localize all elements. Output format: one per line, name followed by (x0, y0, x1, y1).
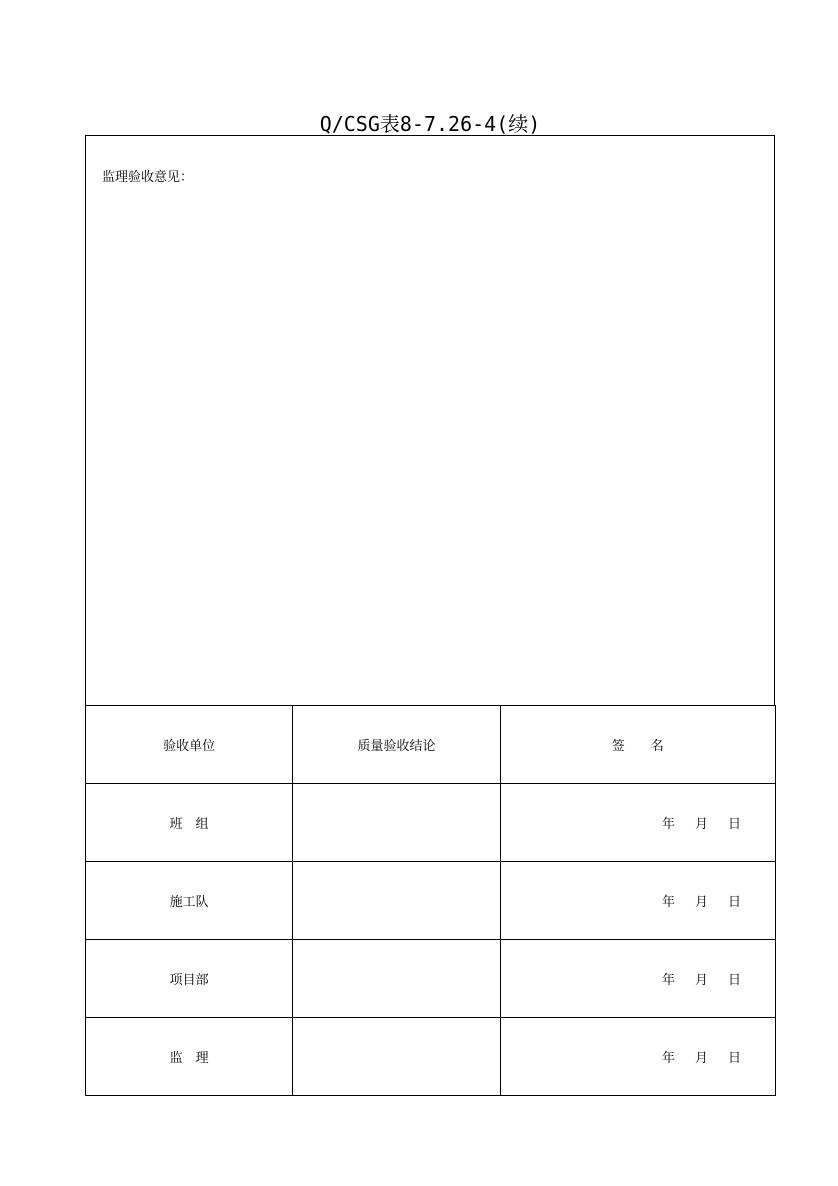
signature-date-cell (500, 1018, 775, 1096)
signature-date-cell (500, 862, 775, 940)
signature-date-cell (500, 784, 775, 862)
conclusion-cell (293, 1018, 500, 1096)
supervision-opinion-box (85, 135, 775, 706)
date-month: 月 (694, 973, 708, 988)
signature-date-cell (500, 940, 775, 1018)
table-row (86, 940, 776, 1018)
date-year: 年 (661, 895, 675, 910)
document-title: Q/CSG表8-7.26-4(续) (319, 112, 541, 136)
unit-cell: 监 理 (86, 1018, 293, 1096)
date-year: 年 (661, 817, 675, 832)
header-conclusion: 质量验收结论 (293, 706, 500, 784)
conclusion-cell (293, 784, 500, 862)
unit-cell: 施工队 (86, 862, 293, 940)
conclusion-cell (293, 940, 500, 1018)
date-year: 年 (661, 1051, 675, 1066)
table-row (86, 862, 776, 940)
conclusion-cell (293, 862, 500, 940)
acceptance-sign-table (85, 705, 776, 1096)
supervision-opinion-label: 监理验收意见： (102, 170, 194, 185)
date-day: 日 (727, 973, 741, 988)
unit-cell: 班 组 (86, 784, 293, 862)
header-signature: 签 名 (500, 706, 775, 784)
header-unit: 验收单位 (86, 706, 293, 784)
table-row (86, 784, 776, 862)
date-day: 日 (727, 1051, 741, 1066)
date-day: 日 (727, 895, 741, 910)
date-month: 月 (694, 817, 708, 832)
table-row (86, 1018, 776, 1096)
unit-cell: 项目部 (86, 940, 293, 1018)
date-month: 月 (694, 1051, 708, 1066)
date-month: 月 (694, 895, 708, 910)
date-day: 日 (727, 817, 741, 832)
table-header-row (86, 706, 776, 784)
date-year: 年 (661, 973, 675, 988)
